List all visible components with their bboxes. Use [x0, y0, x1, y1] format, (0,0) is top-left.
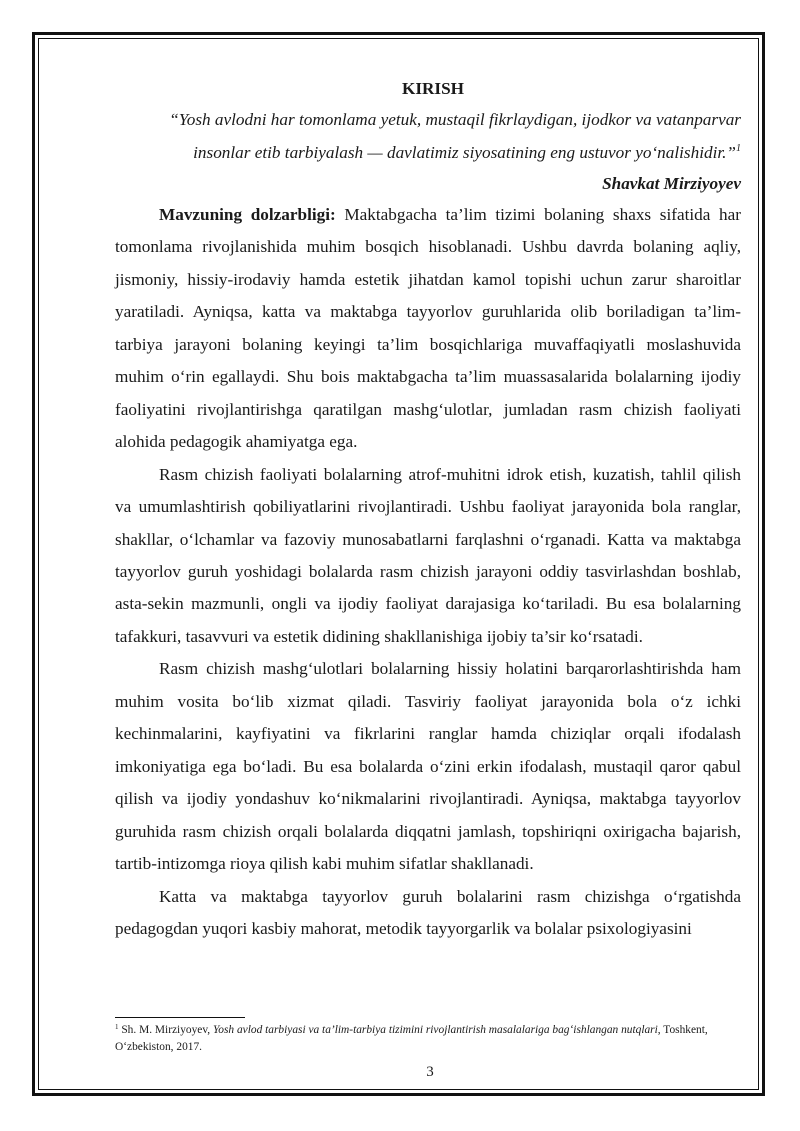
epigraph-quote: [115, 104, 741, 169]
footnote-marker: 1: [115, 1023, 119, 1031]
epigraph-text: “Yosh avlodni har tomonlama yetuk, mustaqil fikrlaydigan, ijodkor va vatanparvar insonlar etib tarbiyalash — davlatimiz siyosatining eng ustuvor yo‘nalishidir.”: [169, 110, 741, 162]
footnote-author: Sh. M. Mirziyoyev,: [118, 1024, 213, 1036]
paragraph: Katta va maktabga tayyorlov guruh bolalarini rasm chizishga o‘rgatishda pedagogdan yuqori kasbiy mahorat, metodik tayyorgarlik va bolalar psixologiyasini: [115, 886, 741, 938]
footnote: [115, 1022, 741, 1056]
page-content: [115, 74, 741, 945]
paragraph-relevance: [115, 199, 741, 459]
paragraph-lead: Mavzuning dolzarbligi:: [159, 205, 336, 224]
footnote-ref[interactable]: 1: [736, 142, 741, 154]
page-number: 3: [426, 1064, 434, 1080]
paragraph-text: Maktabgacha ta’lim tizimi bolaning shaxs sifatida har tomonlama rivojlanishida muhim bosqich hisoblanadi. Ushbu davrda bolaning aqliy, jismoniy, hissiy-irodaviy hamda estetik jihatdan kamol topishi uchun zarur sharoitlar yaratiladi. Ayniqsa, katta va maktabga tayyorlov guruhlarida olib boriladigan ta’lim-tarbiya jarayoni bolaning keyingi ta’lim bosqichlariga muvaffaqiyatli moslashuvida muhim o‘rin egallaydi. Shu bois maktabgacha ta’lim muassasalarida bolalarning ijodiy faoliyatini rivojlantirishga qaratilgan mashg‘ulotlar, jumladan rasm chizish faoliyati alohida pedagogik ahamiyatga ega.: [115, 205, 741, 452]
paragraph: Rasm chizish faoliyati bolalarning atrof-muhitni idrok etish, kuzatish, tahlil qilish va umumlashtirish qobiliyatlarini rivojlantiradi. Ushbu faoliyat jarayonida bola ranglar, shakllar, o‘lchamlar va fazoviy munosabatlarni farqlashni o‘rganadi. Katta va maktabga tayyorlov guruh yoshidagi bolalarda rasm chizish jarayoni oddiy tasvirlashdan boshlab, asta-sekin mazmunli, ongli va ijodiy faoliyat darajasiga ko‘tariladi. Bu esa bolalarning tafakkuri, tasavvuri va estetik didining shakllanishiga ijobiy ta’sir ko‘rsatadi.: [115, 464, 741, 646]
page-title: KIRISH: [401, 79, 465, 98]
paragraph: Rasm chizish mashg‘ulotlari bolalarning hissiy holatini barqarorlashtirishda ham muhim vosita bo‘lib xizmat qiladi. Tasviriy faoliyat jarayonida bola o‘z ichki kechinmalarini, kayfiyatini va fikrlarini ranglar hamda chiziqlar orqali ifodalash imkoniyatiga ega bo‘ladi. Bu esa bolalarda o‘zini erkin ifodalash, mustaqil qaror qabul qilish va ijodiy yondashuv ko‘nikmalarini rivojlantiradi. Ayniqsa, maktabga tayyorlov guruhida rasm chizish orqali bolalarda diqqatni jamlash, topshiriqni oxirigacha bajarish, tartib-intizomga rioya qilish kabi muhim sifatlar shakllanadi.: [115, 659, 741, 874]
epigraph-author: Shavkat Mirziyoyev: [602, 174, 741, 193]
footnote-separator: [115, 1017, 245, 1018]
footnote-title: Yosh avlod tarbiyasi va ta’lim-tarbiya tizimini rivojlantirish masalalariga bag‘ishlangan nutqlari: [213, 1024, 658, 1036]
footnote-publication: , Toshkent, O‘zbekiston, 2017.: [115, 1024, 708, 1053]
